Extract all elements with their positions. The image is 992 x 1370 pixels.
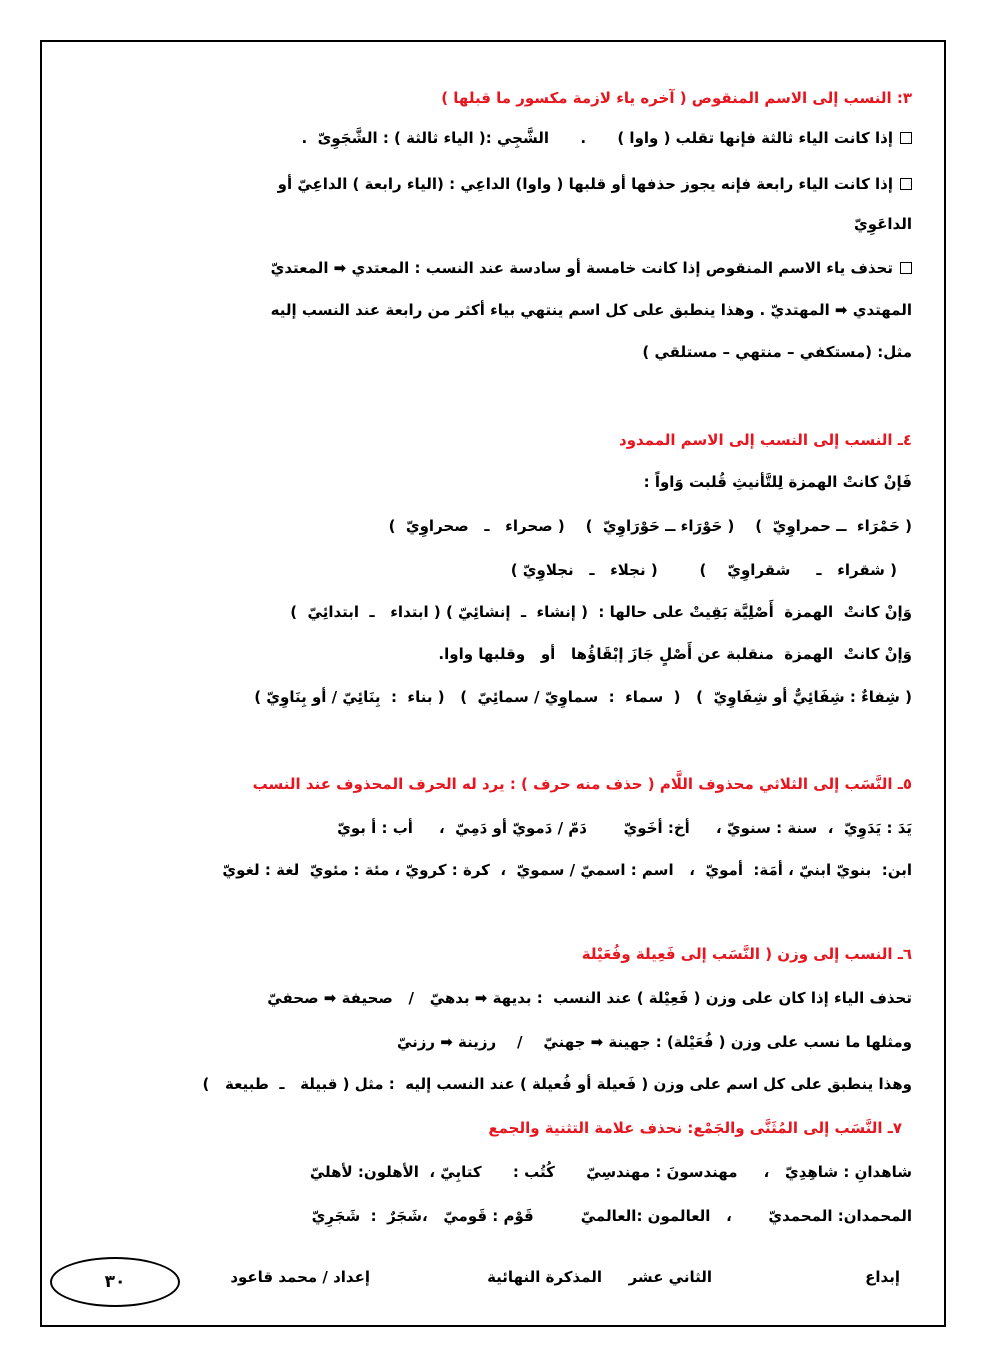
- page-number: ٣٠: [104, 1272, 126, 1292]
- section5-line-2: ابن: بنويّ ابنيّ ، أمَة: أمويّ ، اسم : اسميّ / سمويّ ، كرة : كرويّ ، مئة : مئويّ لغة : لغويّ: [222, 861, 912, 879]
- page-number-oval: [50, 1257, 180, 1307]
- bullet-text: تحذف ياء الاسم المنقوص إذا كانت خامسة أو سادسة عند النسب : المعتدي ➡ المعتديّ: [270, 259, 893, 277]
- section4-line-2: ( حَمْرَاء ــ حمراوِيّ ) ( حَوْرَاء ــ حَوْرَاوِيّ ) ( صحراء ـ صحراوِيّ ): [388, 517, 912, 535]
- section7-heading: ٧ـ النَّسَب إلى المُثَنَّى والجَمْع: نحذف علامة التثنية والجمع: [488, 1119, 902, 1137]
- section4-heading: ٤ـ النسب إلى النسب إلى الاسم الممدود: [619, 431, 912, 449]
- section6-line-2: ومثلها ما نسب على وزن ( فُعَيْلة) : جهينة ➡ جهنيّ / رزينة ➡ رزنيّ: [396, 1033, 912, 1051]
- section3-bullet-1: [301, 126, 912, 150]
- section6-heading: ٦ـ النسب إلى وزن ( النَّسَب إلى فَعِيلة وفُعَيْلة: [581, 945, 912, 963]
- section7-line-1: شاهدانِ : شاهِدِيّ ، مهندسونَ : مهندسِيّ كُتُب : كتابِيّ ، الأهلون: لأهليّ: [309, 1163, 912, 1181]
- bullet-text: إذا كانت الياء ثالثة فإنها تقلب ( واوا ) . الشَّجِي :( الياء ثالثة ) : الشَّجَوِىّ .: [301, 129, 893, 147]
- footer-author: إعداد / محمد قاعود: [230, 1268, 370, 1286]
- section3-bullet-2: [278, 172, 912, 196]
- footer-title: المذكرة النهائية: [487, 1268, 602, 1286]
- section4-line-3: ( شقراء ـ شقراوِيّ ) ( نجلاء ـ نجلاوِيّ ): [510, 561, 897, 579]
- section5-heading: ٥ـ النَّسَب إلى الثلاثي محذوف اللَّام ( حذف منه حرف ) : يرد له الحرف المحذوف عند النسب: [252, 775, 912, 793]
- section4-line-4: وَإنْ كانتْ الهمزة أَصْلِيَّة بَقِيتْ على حالها : ( إنشاء ـ إنشائِيّ ) ( ابتداء ـ ابتدائِيّ ): [290, 603, 912, 621]
- section6-line-1: تحذف الياء إذا كان على وزن ( فَعِيْلة ) عند النسب : بديهة ➡ بدهيّ / صحيفة ➡ صحفيّ: [267, 989, 912, 1007]
- section7-line-2: المحمدان: المحمديّ ، العالمون :العالميّ قَوْم : قَوميّ ،شَجَرٌ : شَجَرِيّ: [311, 1207, 912, 1225]
- section3-bullet-3-continued: المهتدي ➡ المهتديّ . وهذا ينطبق على كل اسم ينتهي بياء أكثر من رابعة عند النسب إليه: [270, 301, 912, 319]
- section5-line-1: يَدَ : يَدَوِيّ ، سنة : سنويّ ، أخ: أخَويّ دَمّ / دَمويّ أو دَمِيّ ، أب : أ بويّ: [337, 819, 912, 837]
- footer-grade: الثاني عشر: [628, 1268, 712, 1286]
- section4-line-6: ( شِفاءٌ : شِفَائِيٌّ أو شِفَاوِيّ ) ( سماء : سماوِيّ / سمائِيّ ) ( بناء : بِنَائِيّ / أو بِنَاوِيّ ): [254, 688, 912, 706]
- section3-example: مثل: (مستكفي – منتهي – مستلقي ): [642, 343, 912, 361]
- section3-heading: ٣: النسب إلى الاسم المنقوص ( آخره ياء لازمة مكسور ما قبلها ): [441, 89, 912, 107]
- section3-bullet-3: [271, 256, 912, 280]
- section3-bullet-2-continued: الداعَوِيّ: [854, 215, 912, 233]
- checkbox-icon: [900, 132, 912, 144]
- checkbox-icon: [900, 178, 912, 190]
- bullet-text: إذا كانت الياء رابعة فإنه يجوز حذفها أو قلبها ( واوا) الداعِي : (الياء رابعة ) الداعِيّ أو: [277, 175, 893, 193]
- section4-line-5: وَإنْ كانتْ الهمزة منقلبة عن أَصْلٍ جَازَ إبْقَاؤُها أو وقلبها واوا.: [438, 645, 912, 663]
- checkbox-icon: [900, 262, 912, 274]
- footer-brand: إبداع: [865, 1268, 900, 1286]
- section6-line-3: وهذا ينطبق على كل اسم على وزن ( فَعيلة أو فُعيلة ) عند النسب إليه : مثل ( قبيلة ـ طبيعة ): [202, 1075, 912, 1093]
- section4-line-1: فَإنْ كانتْ الهمزة لِلتَّأنيثِ قُلبت وَاواً :: [643, 473, 912, 491]
